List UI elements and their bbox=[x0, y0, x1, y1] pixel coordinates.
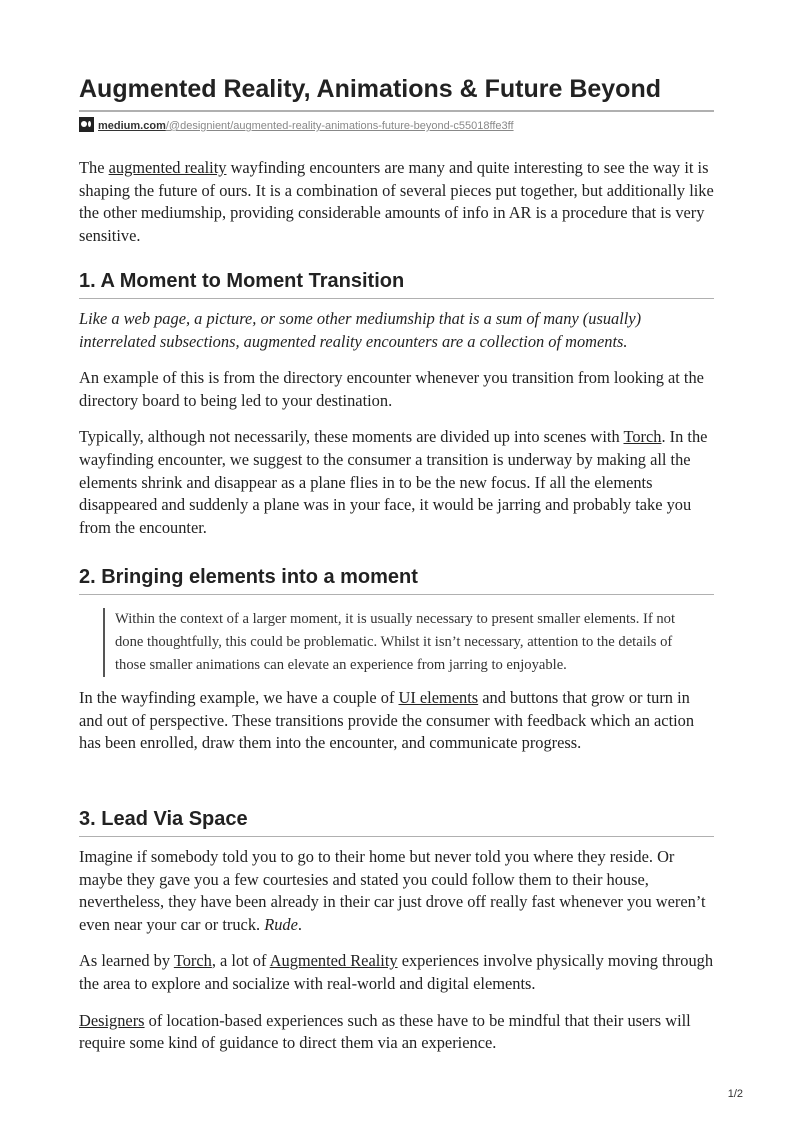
section-2 bbox=[79, 564, 714, 755]
source-line bbox=[79, 117, 714, 135]
section-2-paragraph: In the wayfinding example, we have a couple of UI elements and buttons that grow or turn in and out of perspective. These transitions provide the consumer with feedback which an action has been enrolled, draw them into the encounter, and communicate progress. bbox=[79, 688, 695, 753]
section-3-paragraph-3: Designers of location-based experiences such as these have to be mindful that their users will require some kind of guidance to direct them via an experience. bbox=[79, 1010, 691, 1053]
page-title: Augmented Reality, Animations & Future Beyond bbox=[79, 73, 714, 112]
section-1-heading: 1. A Moment to Moment Transition bbox=[79, 268, 714, 299]
designers-link[interactable]: Designers bbox=[79, 1010, 145, 1030]
torch-link[interactable]: Torch bbox=[623, 427, 662, 447]
section-1-italic-paragraph: Like a web page, a picture, or some other mediumship that is a sum of many (usually) interrelated subsections, augmented reality encounters are a collection of moments. bbox=[79, 309, 642, 351]
section-3-paragraph-1: Imagine if somebody told you to go to their home but never told you where they reside. Or maybe they gave you a few courtesies and stated you could follow them to their house, nevertheless, they have been already in their car just drove off really fast whenever you weren’t even near your car or truck. Rude. bbox=[79, 847, 706, 934]
section-3-paragraph-2: As learned by Torch, a lot of Augmented Reality experiences involve physically moving through the area to explore and socialize with real-world and digital elements. bbox=[79, 951, 714, 993]
augmented-reality-link[interactable]: augmented reality bbox=[108, 158, 227, 177]
ui-elements-link[interactable]: UI elements bbox=[398, 688, 479, 707]
section-3 bbox=[79, 806, 714, 1055]
source-path-link[interactable]: /@designient/augmented-reality-animations-future-beyond-c55018ffe3ff bbox=[165, 120, 514, 132]
source-host-link[interactable]: medium.com bbox=[98, 120, 166, 132]
page-number: 1/2 bbox=[727, 1088, 743, 1100]
section-1-paragraph-3: Typically, although not necessarily, these moments are divided up into scenes with Torch. In the wayfinding encounter, we suggest to the consumer a transition is underway by making all the elements shrink and disappear as a plane flies in to be the new focus. If all the elements disappeared and suddenly a plane was in your face, it would be jarring and probably take you from the encounter. bbox=[79, 427, 708, 537]
intro-paragraph: The augmented reality wayfinding encounters are many and quite interesting to see the way it is shaping the future of ours. It is a combination of several pieces put together, but additionally like the other mediumship, providing considerable amounts of info in AR is a procedure that is very sensitive. bbox=[79, 158, 714, 245]
medium-logo-icon bbox=[79, 117, 94, 132]
section-3-heading: 3. Lead Via Space bbox=[79, 806, 714, 837]
section-1 bbox=[79, 268, 714, 539]
blockquote: Within the context of a larger moment, it is usually necessary to present smaller elements. If not done thoughtfully, this could be problematic. Whilst it isn’t necessary, attention to the details of those smaller animations can elevate an experience from jarring to enjoyable. bbox=[103, 608, 705, 677]
section-2-heading: 2. Bringing elements into a moment bbox=[79, 564, 714, 595]
augmented-reality-link-2[interactable]: Augmented Reality bbox=[269, 951, 398, 971]
torch-link-2[interactable]: Torch bbox=[173, 951, 212, 971]
section-1-paragraph-2: An example of this is from the directory encounter whenever you transition from looking at the directory board to being led to your destination. bbox=[79, 368, 704, 410]
